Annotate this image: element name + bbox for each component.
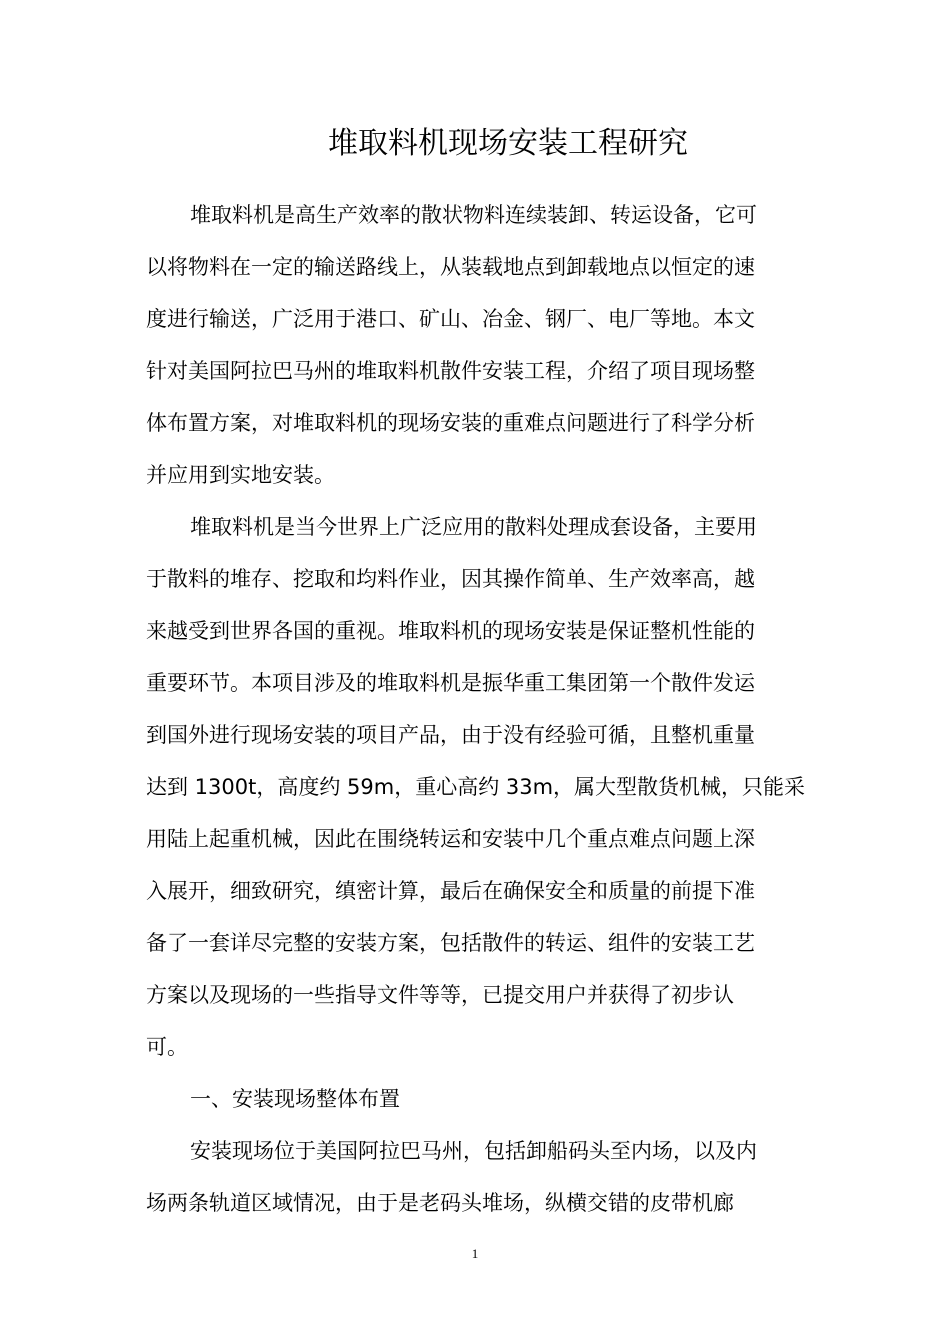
paragraph-3-line-1: 安装现场位于美国阿拉巴马州，包括卸船码头至内场，以及内 — [190, 1139, 757, 1163]
paragraph-2-line-10: 方案以及现场的一些指导文件等等，已提交用户并获得了初步认 — [146, 983, 734, 1007]
paragraph-1-line-6: 并应用到实地安装。 — [146, 463, 335, 487]
paragraph-2-line-7: 用陆上起重机械，因此在围绕转运和安装中几个重点难点问题上深 — [146, 827, 755, 851]
paragraph-2-line-2: 于散料的堆存、挖取和均料作业，因其操作简单、生产效率高，越 — [146, 567, 755, 591]
page-number: 1 — [471, 1246, 479, 1261]
paragraph-2-line-8: 入展开，细致研究，缜密计算，最后在确保安全和质量的前提下准 — [146, 879, 755, 903]
paragraph-2-line-11: 可。 — [146, 1035, 188, 1059]
paragraph-1-line-4: 针对美国阿拉巴马州的堆取料机散件安装工程，介绍了项目现场整 — [146, 359, 755, 383]
paragraph-2-line-1: 堆取料机是当今世界上广泛应用的散料处理成套设备，主要用 — [190, 515, 757, 539]
paragraph-3-line-2: 场两条轨道区域情况，由于是老码头堆场，纵横交错的皮带机廊 — [146, 1191, 734, 1215]
document-body — [146, 189, 806, 1229]
paragraph-2-line-6: 达到 1300t，高度约 59m，重心高约 33m，属大型散货机械，只能采 — [146, 775, 806, 799]
paragraph-2-line-3: 来越受到世界各国的重视。堆取料机的现场安装是保证整机性能的 — [146, 619, 755, 643]
section-heading-1: 一、安装现场整体布置 — [190, 1087, 400, 1111]
paragraph-1-line-2: 以将物料在一定的输送路线上，从装载地点到卸载地点以恒定的速 — [146, 255, 755, 279]
document-title: 堆取料机现场安装工程研究 — [328, 126, 688, 161]
paragraph-1-line-5: 体布置方案，对堆取料机的现场安装的重难点问题进行了科学分析 — [146, 411, 755, 435]
paragraph-1-line-3: 度进行输送，广泛用于港口、矿山、冶金、钢厂、电厂等地。本文 — [146, 307, 755, 331]
paragraph-1-line-1: 堆取料机是高生产效率的散状物料连续装卸、转运设备，它可 — [190, 203, 757, 227]
paragraph-2-line-4: 重要环节。本项目涉及的堆取料机是振华重工集团第一个散件发运 — [146, 671, 755, 695]
paragraph-2-line-5: 到国外进行现场安装的项目产品，由于没有经验可循，且整机重量 — [146, 723, 755, 747]
paragraph-2-line-9: 备了一套详尽完整的安装方案，包括散件的转运、组件的安装工艺 — [146, 931, 755, 955]
